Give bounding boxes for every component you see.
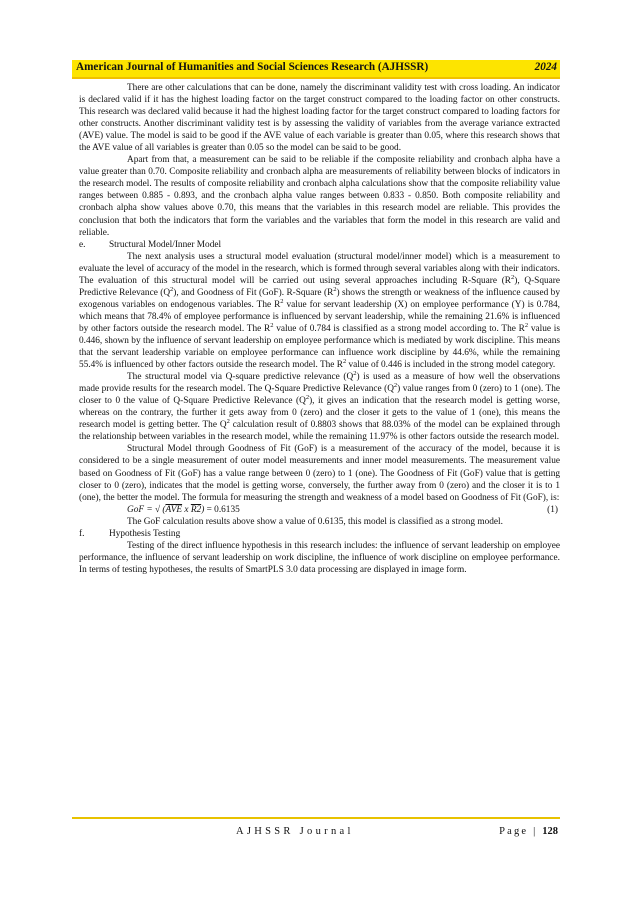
page-number: 128 [542,826,558,837]
section-title-e: Structural Model/Inner Model [109,239,222,250]
paragraph-r-square: The next analysis uses a structural model evaluation (structural model/inner model) which is a measurement to evaluate the level of accuracy of the model in the research, which is formed through several variables along with their indicators. The evaluation of this structural model will be carried out using several approaches including R-Square $(R^2)$, Q-Square Predictive Relevance $(Q^2)$, and Goodness of Fit (GoF). R-Square $(R^2)$ shows the strength or weakness of the influence caused by exogenous variables on endogenous variables. The $R^2$ value for servant leadership (X) on employee performance (Y) is 0.784, which means that 78.4% of employee performance is influenced by servant leadership, while the remaining 21.6% is influenced by other factors outside the research model. The $R^2$ value of 0.784 is classified as a strong model according to. The $R^2$ value is 0.446, shown by the influence of servant leadership on employee performance which is mediated by work discipline. This means that the servant leadership variable on employee performance can influence work discipline by 44.6%, while the remaining 55.4% is influenced by other factors outside the research model. The $R^2$ value of 0.446 is included in the strong model category. [79,251,561,371]
page-body [79,82,560,576]
journal-header-bar [72,60,560,79]
section-label-f: f. [79,528,85,539]
section-label-e: e. [79,239,86,250]
paragraph-hypothesis-testing: Testing of the direct influence hypothesis in this research includes: the influence of servant leadership on employee performance, the influence of servant leadership on work discipline, the influence of work discipline on employee performance. In terms of testing hypotheses, the results of SmartPLS 3.0 data processing are displayed in image form. [79,540,560,575]
journal-year: 2024 [534,61,557,73]
page-footer [72,826,560,842]
paragraph-gof-result: The GoF calculation results above show a value of 0.6135, this model is classified as a strong model. [127,516,503,527]
gof-equation: GoF = √ ($\overline{AVE}$ x R2) = 0.6135 (1) [127,504,558,515]
equation-number: (1) [547,504,558,515]
paragraph-reliability: Apart from that, a measurement can be said to be reliable if the composite reliability and cronbach alpha have a value greater than 0.70. Composite reliability and cronbach alpha are measurements of reliability between blocks of indicators in the research model. The results of composite reliability and cronbach alpha calculations show that the composite reliability value ranges between 0.885 - 0.893, and the cronbach alpha value ranges between 0.833 - 0.850. Both composite reliability and cronbach alpha show values above 0.70, this means that the variables in this research model are reliable. This provides the conclusion that both the indicators that form the variables and the variables that form the model in this research are valid and reliable. [79,155,560,238]
journal-title: American Journal of Humanities and Social Sciences Research (AJHSSR) [76,61,429,73]
section-heading-structural-model [79,239,560,251]
section-heading-hypothesis-testing [79,528,560,540]
footer-journal: AJHSSR Journal [236,826,354,837]
paragraph-q-square: The structural model via Q-square predictive relevance $(Q^2)$ is used as a measure of how well the observations made provide results for the research model. The Q-Square Predictive Relevance $(Q^2)$ value ranges from 0 (zero) to 1 (one). The closer to 0 the value of Q-Square Predictive Relevance $(Q^2)$, it gives an indication that the research model is getting worse, whereas on the contrary, the further it gets away from 0 (zero) and the closer it gets to the value of 1 (one), this means the research model is getting better. The $Q^2$ calculation result of 0.8803 shows that 88.03% of the model can be explained through the relationship between variables in the research model, while the remaining 11.97% is other factors outside the research model. [79,370,560,443]
paragraph-discriminant-validity: There are other calculations that can be done, namely the discriminant validity test with cross loading. An indicator is declared valid if it has the highest loading factor on the target construct compared to the loading factor on other constructs. This research was declared valid because it had the highest loading factor for the target construct compared to loading factors for other constructs. Another discriminant validity test is by assessing the validity of variables from the average variance extracted (AVE) value. The model is said to be good if the AVE value of each variable is greater than 0.05, where this research shows that the AVE value of all variables is greater than 0.05 so the model can be said to be good. [79,83,560,154]
section-title-f: Hypothesis Testing [109,528,181,539]
paragraph-goodness-of-fit: Structural Model through Goodness of Fit (GoF) is a measurement of the accuracy of the model, because it is considered to be a single measurement of outer model measurements and inner model measurements. The measurement value based on Goodness of Fit (GoF) has a value range between 0 (zero) to 1 (one). The Goodness of Fit (GoF) value that is getting closer to 0 (zero), indicates that the model is getting worse, conversely, the further away from 0 (zero) and the closer it is to 1 (one), the better the model. The formula for measuring the strength and weakness of a model based on Goodness of Fit (GoF), is: [79,444,560,503]
footer-divider [72,817,560,819]
footer-page: Page | 128 [499,826,558,837]
